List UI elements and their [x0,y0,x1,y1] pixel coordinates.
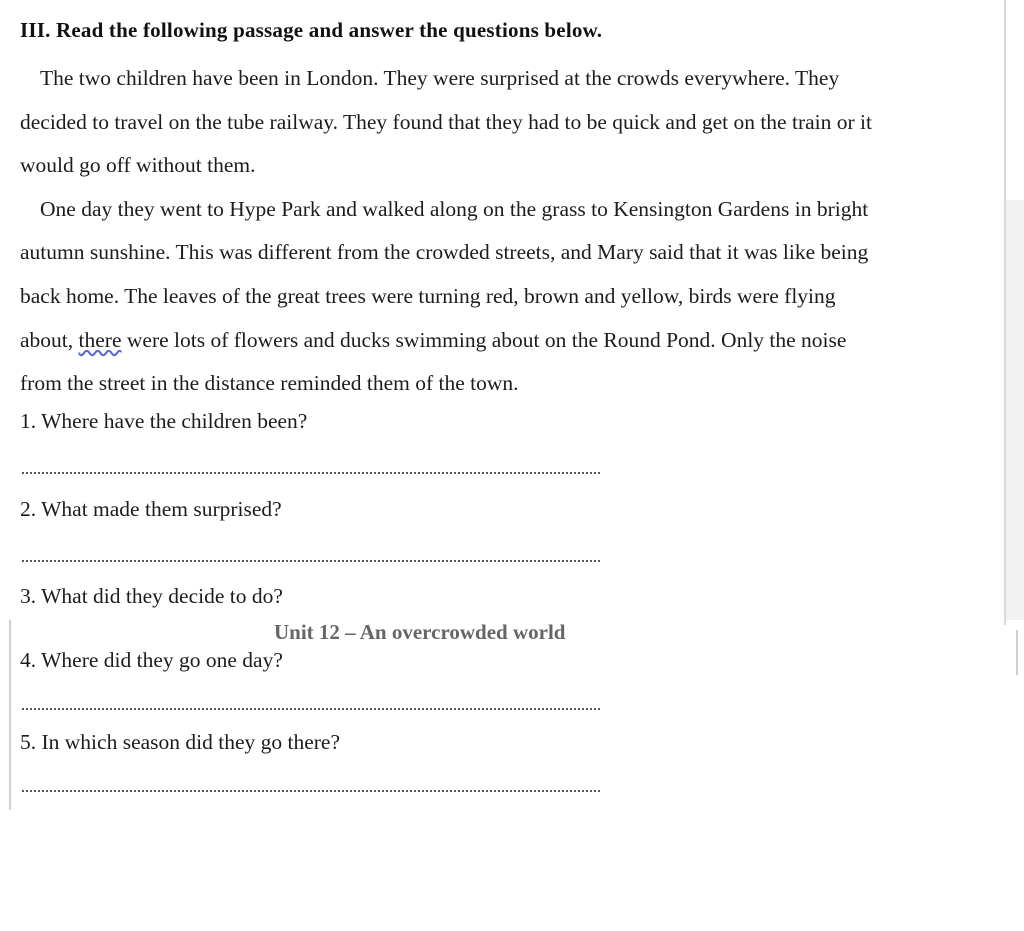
passage-paragraph-2 [20,188,970,406]
passage-paragraph-1 [20,57,970,188]
answer-line-1[interactable] [22,472,600,474]
answer-line-4[interactable] [22,708,600,710]
answer-line-5[interactable] [22,790,600,792]
passage-line: decided to travel on the tube railway. They found that they had to be quick and get on the train or it [20,109,872,134]
page-edge-right-lower [1016,630,1018,675]
passage-line: would go off without them. [20,153,256,178]
page-edge-shade [1006,200,1024,620]
passage-line: The two children have been in London. They were surprised at the crowds everywhere. They [40,66,840,90]
question-1: 1. Where have the children been? [20,409,308,433]
exercise-heading: III. Read the following passage and answer the questions below. [20,18,603,42]
question-5: 5. In which season did they go there? [20,730,341,754]
passage-line: back home. The leaves of the great trees were turning red, brown and yellow, birds were flying [20,283,836,308]
question-2: 2. What made them surprised? [20,497,282,521]
passage-line: One day they went to Hype Park and walked along on the grass to Kensington Gardens in bright [40,196,869,221]
passage-fragment: were lots of flowers and ducks swimming about on the Round Pond. Only the noise [121,327,847,352]
page-edge-left [9,620,11,810]
question-4: 4. Where did they go one day? [20,648,283,672]
reading-passage [20,57,970,406]
page-edge-right [1004,0,1006,625]
passage-line [20,319,970,363]
answer-line-2[interactable] [22,560,600,562]
passage-fragment: about, [20,327,79,352]
passage-line: autumn sunshine. This was different from the crowded streets, and Mary said that it was like being [20,240,869,265]
spellcheck-underlined-word: there [78,327,122,352]
passage-line: from the street in the distance reminded them of the town. [20,371,519,396]
question-3: 3. What did they decide to do? [20,584,283,608]
page-footer: Unit 12 – An overcrowded world [274,620,566,644]
